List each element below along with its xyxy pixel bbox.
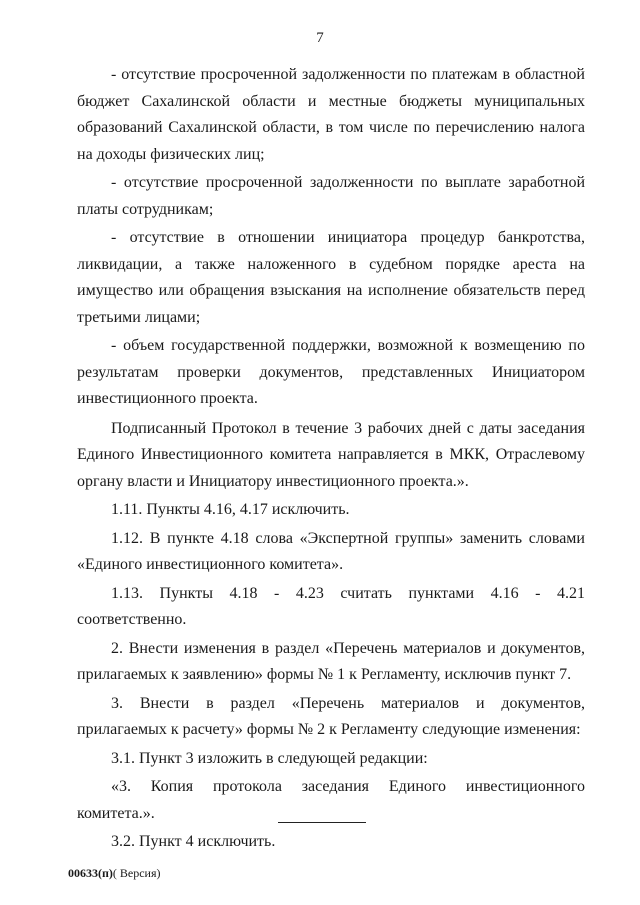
paragraph-item-3-2: 3.2. Пункт 4 исключить. (111, 833, 276, 850)
page-number: 7 (316, 30, 324, 46)
paragraph-signed-protocol: Подписанный Протокол в течение 3 рабочих дней с даты заседания Единого Инвестиционного комитета направляется в МКК, Отраслевому органу власти и Инициатору инвестиционного проекта.». (77, 419, 585, 490)
document-footer (68, 866, 161, 881)
paragraph-no-overdue-budget-debt: - отсутствие просроченной задолженности по платежам в областной бюджет Сахалинской области и местные бюджеты муниципальных образований Сахалинской области, в том числе по перечислению налога на доходы физических лиц; (77, 66, 585, 163)
paragraph-item-1-13: 1.13. Пункты 4.18 - 4.23 считать пунктами 4.16 - 4.21 соответственно. (77, 584, 585, 628)
paragraph-item-3-1: 3.1. Пункт 3 изложить в следующей редакции: (111, 749, 428, 767)
paragraph-no-overdue-salary-debt: - отсутствие просроченной задолженности по выплате заработной платы сотрудникам; (77, 174, 585, 218)
paragraph-item-1-11: 1.11. Пункты 4.16, 4.17 исключить. (111, 501, 350, 518)
paragraph-item-3: 3. Внести в раздел «Перечень материалов и документов, прилагаемых к расчету» формы № 2 к Регламенту следующие изменения: (77, 694, 585, 738)
paragraph-item-2: 2. Внести изменения в раздел «Перечень материалов и документов, прилагаемых к заявлению» формы № 1 к Регламенту, исключив пункт 7. (77, 639, 585, 683)
paragraph-state-support-volume: - объем государственной поддержки, возможной к возмещению по результатам проверки документов, представленных Инициатором инвестиционного проекта. (77, 337, 585, 407)
paragraph-item-1-12: 1.12. В пункте 4.18 слова «Экспертной группы» заменить словами «Единого инвестиционного комитета». (77, 529, 585, 573)
paragraph-no-bankruptcy-procedures: - отсутствие в отношении инициатора процедур банкротства, ликвидации, а также наложенного в судебном порядке ареста на имущество или обращения взыскания на исполнение обязательств перед третьими лицами; (77, 229, 585, 326)
document-body (77, 62, 585, 856)
paragraph-quote-item-3: «3. Копия протокола заседания Единого инвестиционного комитета.». (77, 778, 585, 822)
closing-divider (278, 822, 366, 823)
document-version: ( Версия) (112, 866, 161, 880)
document-code: 00633(п) (68, 866, 113, 880)
